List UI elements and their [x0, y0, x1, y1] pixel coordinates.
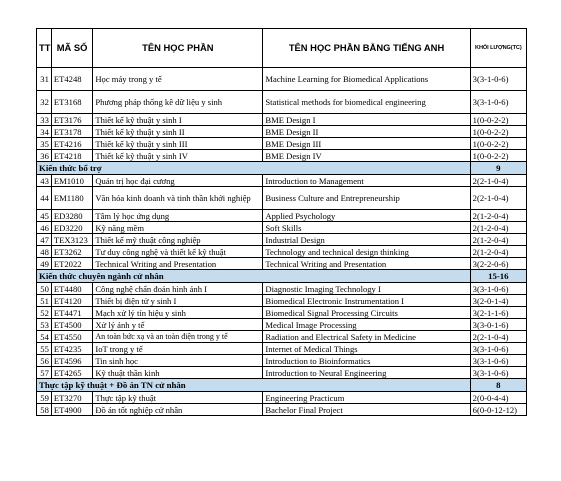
cell-english-name: Radiation and Electrical Safety in Medicine	[263, 331, 470, 343]
curriculum-table	[36, 28, 527, 416]
cell-course-code: ET4471	[51, 307, 92, 319]
cell-tt: 54	[37, 331, 52, 343]
cell-credits: 2(1-2-0-4)	[470, 234, 526, 246]
cell-credits: 2(1-2-0-4)	[470, 246, 526, 258]
section-row	[37, 270, 527, 283]
section-title: Kiến thức bổ trợ	[37, 162, 471, 175]
cell-course-name: Thiết bị điện tử y sinh I	[93, 295, 263, 307]
cell-tt: 49	[37, 258, 52, 270]
table-row	[37, 404, 527, 416]
cell-course-code: ED3280	[51, 210, 92, 222]
cell-english-name: Applied Psychology	[263, 210, 470, 222]
table-row	[37, 126, 527, 138]
table-row	[37, 187, 527, 210]
cell-course-name: Xử lý ảnh y tế	[93, 319, 263, 331]
cell-course-code: ET4596	[51, 355, 92, 367]
cell-course-code: ET4218	[51, 150, 92, 162]
cell-course-code: ET3176	[51, 114, 92, 126]
cell-course-name: Đồ án tốt nghiệp cử nhân	[93, 404, 263, 416]
cell-tt: 51	[37, 295, 52, 307]
cell-tt: 48	[37, 246, 52, 258]
cell-credits: 3(3-1-0-6)	[470, 283, 526, 295]
table-row	[37, 114, 527, 126]
header-khoi-luong: KHỐI LƯỢNG(TC)	[470, 29, 526, 68]
cell-course-code: ET3262	[51, 246, 92, 258]
cell-course-name: Tư duy công nghệ và thiết kế kỹ thuật	[93, 246, 263, 258]
cell-english-name: Technical Writing and Presentation	[263, 258, 470, 270]
table-row	[37, 319, 527, 331]
cell-course-name: Thiết kế mỹ thuật công nghiệp	[93, 234, 263, 246]
cell-course-code: ET4900	[51, 404, 92, 416]
cell-english-name: BME Design IV	[263, 150, 470, 162]
cell-credits: 2(2-1-0-4)	[470, 331, 526, 343]
cell-english-name: Medical Image Processing	[263, 319, 470, 331]
table-row	[37, 150, 527, 162]
cell-course-code: ET3270	[51, 392, 92, 404]
cell-credits: 3(2-0-1-4)	[470, 295, 526, 307]
cell-credits: 2(0-0-4-4)	[470, 392, 526, 404]
cell-course-code: ET4235	[51, 343, 92, 355]
cell-credits: 2(2-1-0-4)	[470, 187, 526, 210]
cell-tt: 32	[37, 91, 52, 114]
table-row	[37, 283, 527, 295]
cell-credits: 3(3-1-0-6)	[470, 68, 526, 91]
cell-credits: 3(3-1-0-6)	[470, 355, 526, 367]
cell-english-name: Statistical methods for biomedical engineering	[263, 91, 470, 114]
cell-course-name: Thiết kế kỹ thuật y sinh III	[93, 138, 263, 150]
table-row	[37, 222, 527, 234]
table-row	[37, 210, 527, 222]
cell-course-code: ET3178	[51, 126, 92, 138]
header-ma-so: MÃ SỐ	[51, 29, 92, 68]
cell-credits: 3(2-2-0-6)	[470, 258, 526, 270]
cell-english-name: Biomedical Electronic Instrumentation I	[263, 295, 470, 307]
cell-tt: 43	[37, 175, 52, 187]
cell-credits: 1(0-0-2-2)	[470, 126, 526, 138]
cell-english-name: Technology and technical design thinking	[263, 246, 470, 258]
cell-tt: 36	[37, 150, 52, 162]
cell-tt: 58	[37, 404, 52, 416]
cell-course-code: ET4248	[51, 68, 92, 91]
cell-course-code: ET2022	[51, 258, 92, 270]
cell-tt: 55	[37, 343, 52, 355]
cell-tt: 50	[37, 283, 52, 295]
cell-course-code: ET4480	[51, 283, 92, 295]
table-row	[37, 295, 527, 307]
section-total-credits: 9	[470, 162, 526, 175]
section-title: Kiến thức chuyên ngành cử nhân	[37, 270, 471, 283]
section-title: Thực tập kỹ thuật + Đồ án TN cử nhân	[37, 379, 471, 392]
cell-tt: 33	[37, 114, 52, 126]
cell-course-code: ET4550	[51, 331, 92, 343]
table-row	[37, 91, 527, 114]
cell-tt: 59	[37, 392, 52, 404]
cell-english-name: Introduction to Bioinformatics	[263, 355, 470, 367]
cell-course-code: TEX3123	[51, 234, 92, 246]
cell-tt: 45	[37, 210, 52, 222]
table-row	[37, 355, 527, 367]
section-total-credits: 8	[470, 379, 526, 392]
cell-course-code: ET4265	[51, 367, 92, 379]
cell-credits: 1(0-0-2-2)	[470, 138, 526, 150]
cell-tt: 35	[37, 138, 52, 150]
cell-tt: 47	[37, 234, 52, 246]
cell-course-name: Tâm lý học ứng dụng	[93, 210, 263, 222]
cell-english-name: Industrial Design	[263, 234, 470, 246]
section-row	[37, 379, 527, 392]
table-row	[37, 68, 527, 91]
cell-credits: 1(0-0-2-2)	[470, 150, 526, 162]
header-tt: TT	[37, 29, 52, 68]
cell-course-name: Kỹ thuật thần kinh	[93, 367, 263, 379]
table-row	[37, 331, 527, 343]
section-total-credits: 15-16	[470, 270, 526, 283]
cell-course-name: Phương pháp thống kê dữ liệu y sinh	[93, 91, 263, 114]
cell-course-code: ET3168	[51, 91, 92, 114]
cell-tt: 46	[37, 222, 52, 234]
table-row	[37, 138, 527, 150]
cell-english-name: BME Design III	[263, 138, 470, 150]
cell-english-name: BME Design II	[263, 126, 470, 138]
cell-english-name: BME Design I	[263, 114, 470, 126]
cell-tt: 34	[37, 126, 52, 138]
cell-course-name: Mạch xử lý tín hiệu y sinh	[93, 307, 263, 319]
cell-tt: 57	[37, 367, 52, 379]
cell-credits: 1(0-0-2-2)	[470, 114, 526, 126]
cell-course-name: Văn hóa kinh doanh và tinh thần khởi nghiệp	[93, 187, 263, 210]
cell-course-code: EM1180	[51, 187, 92, 210]
cell-course-name: Kỹ năng mềm	[93, 222, 263, 234]
cell-english-name: Diagnostic Imaging Technology I	[263, 283, 470, 295]
cell-course-name: Thiết kế kỹ thuật y sinh II	[93, 126, 263, 138]
cell-course-code: ET4120	[51, 295, 92, 307]
cell-credits: 6(0-0-12-12)	[470, 404, 526, 416]
table-row	[37, 392, 527, 404]
cell-course-name: Thiết kế kỹ thuật y sinh I	[93, 114, 263, 126]
cell-course-code: ED3220	[51, 222, 92, 234]
header-row	[37, 29, 527, 68]
cell-credits: 3(3-1-0-6)	[470, 91, 526, 114]
cell-course-code: ET4500	[51, 319, 92, 331]
table-row	[37, 258, 527, 270]
cell-course-name: Thiết kế kỹ thuật y sinh IV	[93, 150, 263, 162]
cell-tt: 52	[37, 307, 52, 319]
table-body	[37, 68, 527, 416]
cell-english-name: Bachelor Final Project	[263, 404, 470, 416]
cell-credits: 2(1-2-0-4)	[470, 210, 526, 222]
cell-credits: 2(1-2-0-4)	[470, 222, 526, 234]
cell-course-name: Quản trị học đại cương	[93, 175, 263, 187]
cell-credits: 3(3-0-1-6)	[470, 319, 526, 331]
cell-english-name: Introduction to Management	[263, 175, 470, 187]
cell-course-code: EM1010	[51, 175, 92, 187]
header-ten-hoc-phan: TÊN HỌC PHẦN	[93, 29, 263, 68]
cell-course-name: IoT trong y tế	[93, 343, 263, 355]
cell-english-name: Internet of Medical Things	[263, 343, 470, 355]
table-row	[37, 234, 527, 246]
cell-credits: 3(3-1-0-6)	[470, 367, 526, 379]
cell-english-name: Business Culture and Entrepreneurship	[263, 187, 470, 210]
table-row	[37, 307, 527, 319]
cell-credits: 3(3-1-0-6)	[470, 343, 526, 355]
cell-course-name: Học máy trong y tế	[93, 68, 263, 91]
table-row	[37, 343, 527, 355]
cell-course-name: Tin sinh học	[93, 355, 263, 367]
cell-english-name: Machine Learning for Biomedical Applications	[263, 68, 470, 91]
cell-tt: 53	[37, 319, 52, 331]
cell-tt: 44	[37, 187, 52, 210]
table-row	[37, 367, 527, 379]
cell-course-name: Technical Writing and Presentation	[93, 258, 263, 270]
section-row	[37, 162, 527, 175]
cell-credits: 3(2-1-1-6)	[470, 307, 526, 319]
cell-tt: 56	[37, 355, 52, 367]
cell-course-code: ET4216	[51, 138, 92, 150]
cell-english-name: Engineering Practicum	[263, 392, 470, 404]
cell-course-name: Thực tập kỹ thuật	[93, 392, 263, 404]
table-row	[37, 246, 527, 258]
table-row	[37, 175, 527, 187]
cell-course-name: An toàn bức xạ và an toàn điện trong y tế	[93, 331, 263, 343]
cell-credits: 2(2-1-0-4)	[470, 175, 526, 187]
cell-course-name: Công nghệ chẩn đoán hình ảnh I	[93, 283, 263, 295]
cell-english-name: Biomedical Signal Processing Circuits	[263, 307, 470, 319]
cell-english-name: Soft Skills	[263, 222, 470, 234]
header-ten-tieng-anh: TÊN HỌC PHẦN BẰNG TIẾNG ANH	[263, 29, 470, 68]
cell-english-name: Introduction to Neural Engineering	[263, 367, 470, 379]
cell-tt: 31	[37, 68, 52, 91]
